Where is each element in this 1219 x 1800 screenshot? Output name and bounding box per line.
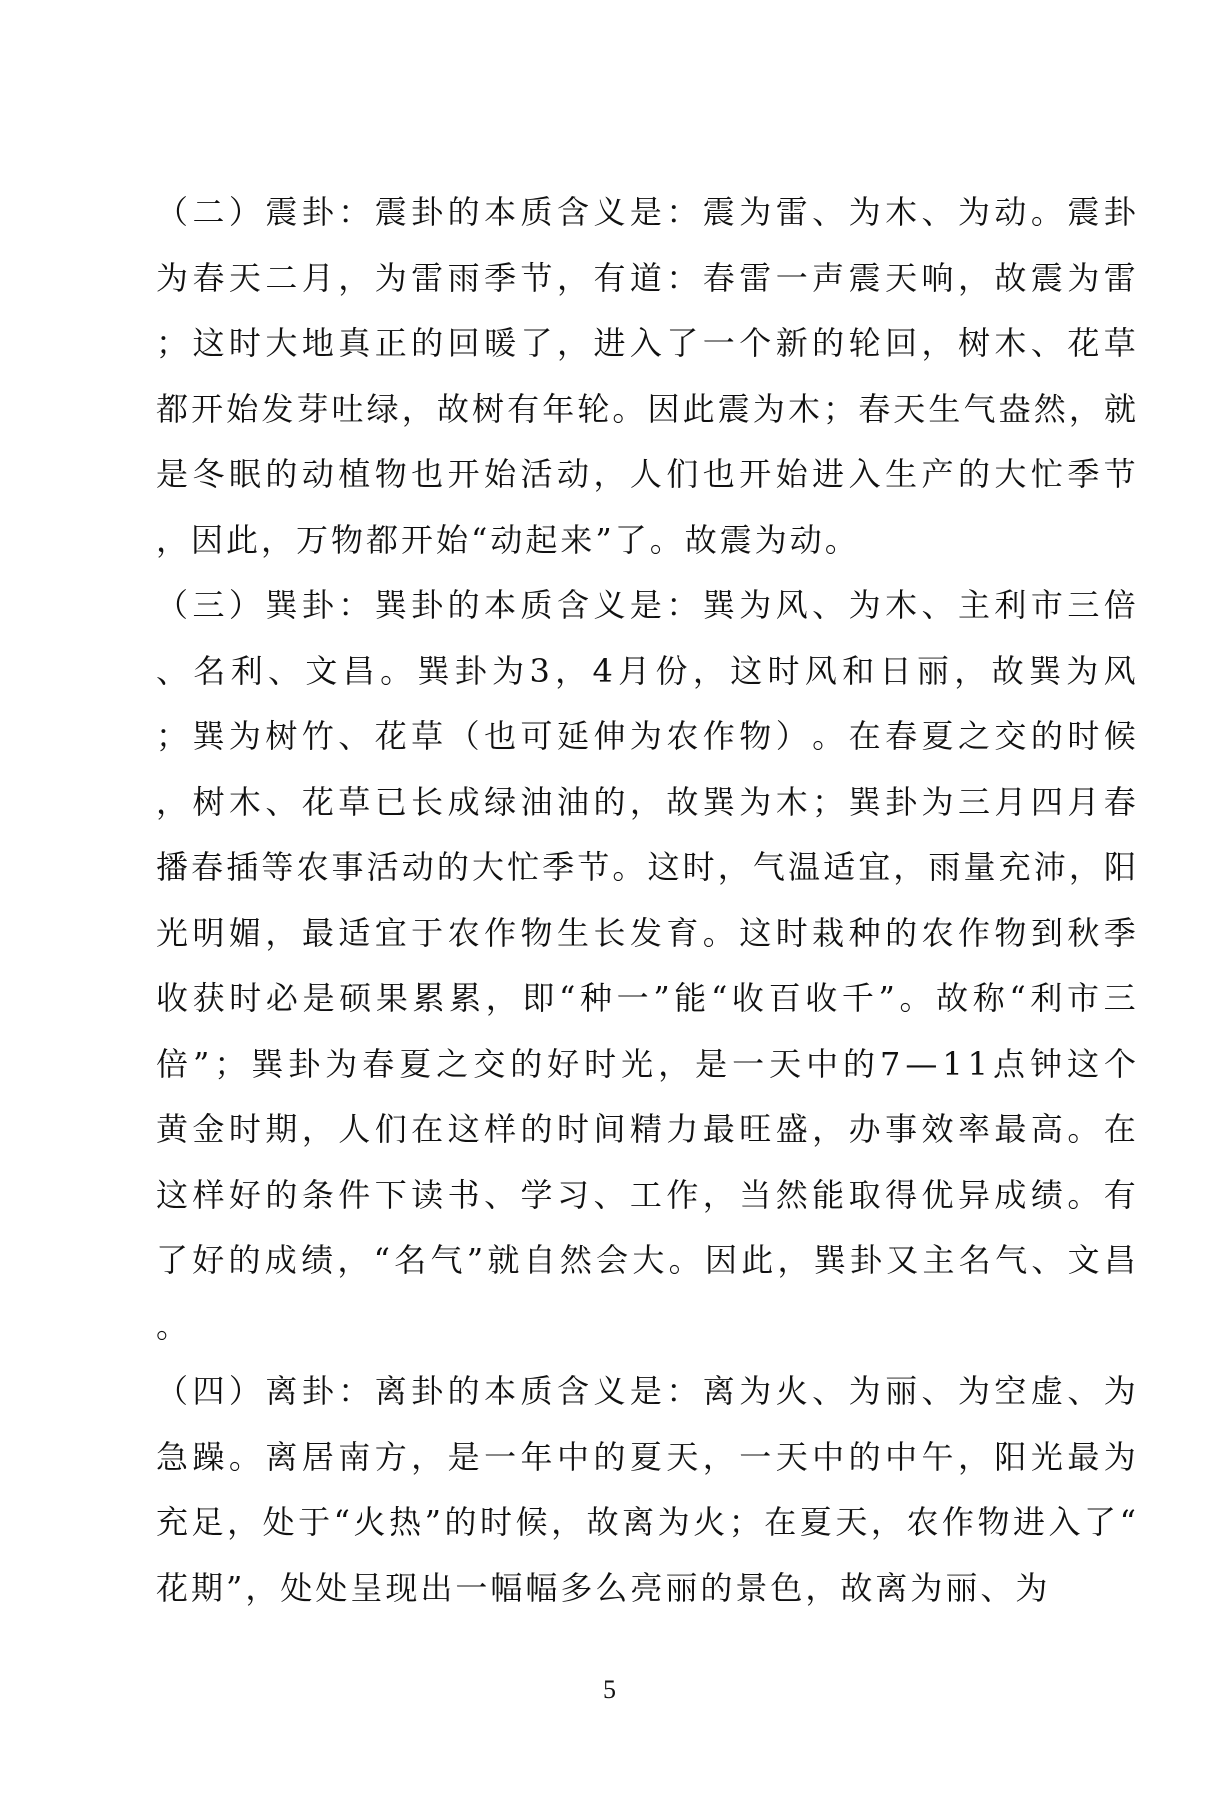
text-line: 为 春 天 二 月 ， 为 雷 雨 季 节 ， 有 道 ： 春 雷 一 声 震 天 响 ， 故 震 为 雷: [156, 258, 1136, 297]
text-line: 花期”，处处呈现出一幅幅多么亮丽的景色，故离为丽、为: [156, 1568, 1051, 1607]
text-line: 急 躁 。 离 居 南 方 ， 是 一 年 中 的 夏 天 ， 一 天 中 的 中 午 ， 阳 光 最 为: [156, 1437, 1136, 1476]
text-line: （ 二 ） 震 卦 ： 震 卦 的 本 质 含 义 是 ： 震 为 雷 、 为 木 、 为 动 。 震 卦: [156, 193, 1136, 231]
text-line: 这 样 好 的 条 件 下 读 书 、 学 习 、 工 作 ， 当 然 能 取 得 优 异 成 绩 。 有: [156, 1175, 1136, 1214]
text-line: ； 这 时 大 地 真 正 的 回 暖 了 ， 进 入 了 一 个 新 的 轮 回 ， 树 木 、 花 草: [156, 324, 1136, 362]
text-line: 、 名 利 、 文 昌 。 巽 卦 为 3 ， 4 月 份 ， 这 时 风 和 日 丽 ， 故 巽 为 风: [156, 651, 1136, 690]
text-line: 收 获 时 必 是 硕 果 累 累 ， 即 “ 种 一 ” 能 “ 收 百 收 千 ” 。 故 称 “ 利 市 三: [156, 979, 1136, 1017]
text-line: 光 明 媚 ， 最 适 宜 于 农 作 物 生 长 发 育 。 这 时 栽 种 的 农 作 物 到 秋 季: [156, 913, 1136, 952]
text-line: 倍 ” ； 巽 卦 为 春 夏 之 交 的 好 时 光 ， 是 一 天 中 的 7 — 1 1 点 钟 这 个: [156, 1044, 1136, 1083]
text-line: （ 三 ） 巽 卦 ： 巽 卦 的 本 质 含 义 是 ： 巽 为 风 、 为 木 、 主 利 市 三 倍: [156, 586, 1136, 624]
page-number: 5: [603, 1675, 616, 1704]
text-line: 播 春 插 等 农 事 活 动 的 大 忙 季 节 。 这 时 ， 气 温 适 宜 ， 雨 量 充 沛 ， 阳: [156, 848, 1136, 886]
text-line: 是 冬 眠 的 动 植 物 也 开 始 活 动 ， 人 们 也 开 始 进 入 生 产 的 大 忙 季 节: [156, 455, 1136, 493]
text-line: ，因此，万物都开始“动起来”了。故震为动。: [156, 520, 860, 559]
body-text: [156, 180, 1136, 1621]
text-line: 都 开 始 发 芽 吐 绿 ， 故 树 有 年 轮 。 因 此 震 为 木 ； 春 天 生 气 盎 然 ， 就: [156, 389, 1136, 428]
text-line: 了 好 的 成 绩 ， “ 名 气 ” 就 自 然 会 大 。 因 此 ， 巽 卦 又 主 名 气 、 文 昌: [156, 1241, 1136, 1279]
text-line: ； 巽 为 树 竹 、 花 草 （ 也 可 延 伸 为 农 作 物 ） 。 在 春 夏 之 交 的 时 候: [156, 717, 1136, 755]
text-line: 黄 金 时 期 ， 人 们 在 这 样 的 时 间 精 力 最 旺 盛 ， 办 事 效 率 最 高 。 在: [156, 1110, 1136, 1148]
text-line: 。: [156, 1306, 192, 1345]
text-line: （ 四 ） 离 卦 ： 离 卦 的 本 质 含 义 是 ： 离 为 火 、 为 丽 、 为 空 虚 、 为: [156, 1372, 1136, 1410]
text-line: ， 树 木 、 花 草 已 长 成 绿 油 油 的 ， 故 巽 为 木 ； 巽 卦 为 三 月 四 月 春: [156, 782, 1136, 821]
text-line: 充 足 ， 处 于 “ 火 热 ” 的 时 候 ， 故 离 为 火 ； 在 夏 天 ， 农 作 物 进 入 了 “: [156, 1503, 1136, 1541]
